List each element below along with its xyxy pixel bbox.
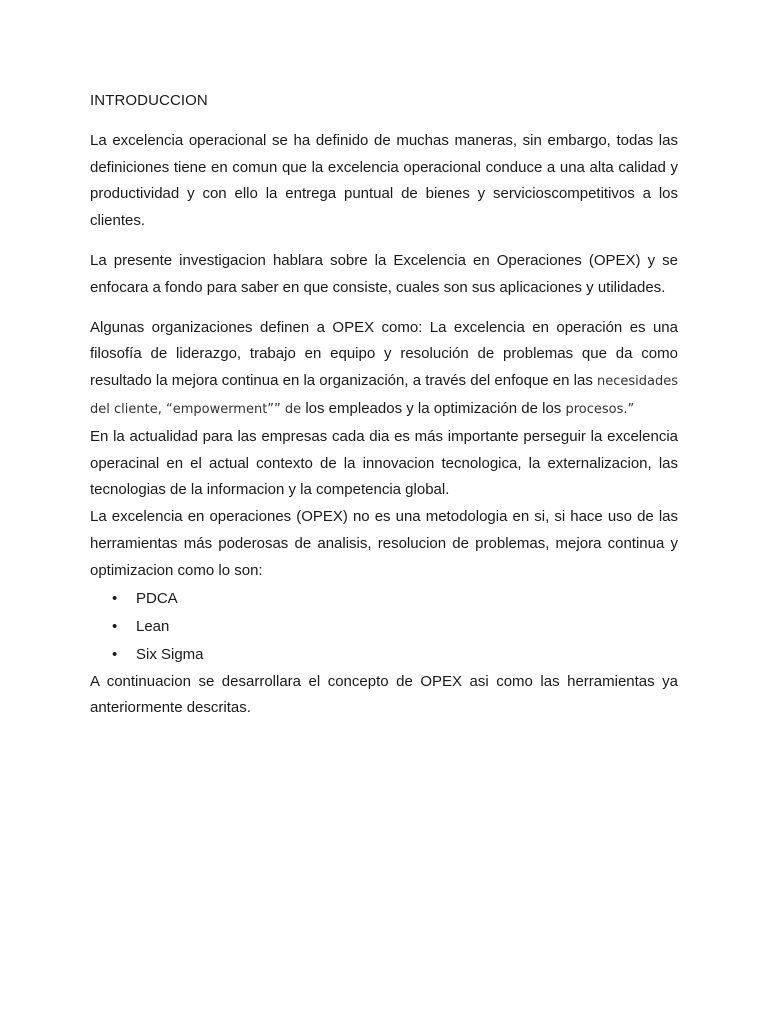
- paragraph-closing: A continuacion se desarrollara el concepto de OPEX asi como las herramientas ya anteriormente descritas.: [90, 672, 678, 717]
- quote-processes: procesos.”: [565, 401, 635, 417]
- bullet-icon: •: [112, 589, 118, 607]
- paragraph-purpose: La presente investigacion hablara sobre la Excelencia en Operaciones (OPEX) y se enfocara a fondo para saber en que consiste, cuales son sus aplicaciones y utilidades.: [90, 251, 678, 296]
- list-item-label: Six Sigma: [136, 645, 204, 663]
- list-item: [112, 585, 678, 613]
- list-item-label: Lean: [136, 617, 170, 635]
- list-item: [112, 613, 678, 641]
- document-page: [90, 88, 678, 722]
- list-item: [112, 641, 678, 669]
- list-item-label: PDCA: [136, 589, 178, 607]
- paragraph-opex-definition: [90, 315, 678, 424]
- tools-list: [90, 585, 678, 669]
- paragraph-opex-definition-text-1: Algunas organizaciones definen a OPEX como: La excelencia en operación es una filosofía de liderazgo, trabajo en equipo y resolución de problemas que da como resultado la mejora continua en la organización, a través del enfoque en las: [90, 318, 678, 390]
- document-heading: INTRODUCCION: [90, 92, 208, 109]
- bullet-icon: •: [112, 645, 118, 663]
- paragraph-definition: La excelencia operacional se ha definido de muchas maneras, sin embargo, todas las definiciones tiene en comun que la excelencia operacional conduce a una alta calidad y productividad y con ello la entrega puntual de bienes y servicioscompetitivos a los clientes.: [90, 131, 678, 230]
- paragraph-tools-intro: La excelencia en operaciones (OPEX) no es una metodologia en si, si hace uso de las herramientas más poderosas de analisis, resolucion de problemas, mejora continua y optimizacion como lo son:: [90, 508, 678, 579]
- paragraph-current-context: En la actualidad para las empresas cada dia es más importante perseguir la excelencia operacinal en el actual contexto de la innovacion tecnologica, la externalizacion, las tecnologias de la informacion y la competencia global.: [90, 427, 678, 499]
- quote-customer-needs: necesidades del cliente, “empowerment”” de: [90, 374, 679, 417]
- paragraph-opex-definition-text-2: los empleados y la optimización de los: [301, 399, 566, 417]
- bullet-icon: •: [112, 617, 118, 635]
